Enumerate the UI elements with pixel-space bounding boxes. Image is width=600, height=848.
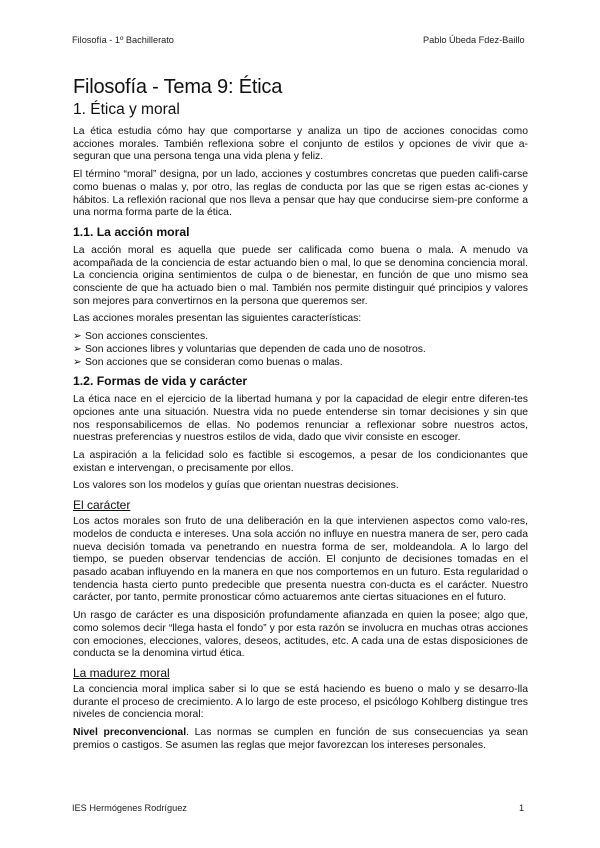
footer-school: IES Hermógenes Rodríguez (72, 803, 187, 813)
list-item (73, 331, 528, 344)
paragraph: La conciencia moral implica saber si lo que se está haciendo es bueno o malo y se desarro-lla durante el proceso de crecimiento. A lo largo de este proceso, el psicólogo Kohlberg distingue tres niveles de conciencia moral: (73, 683, 528, 721)
topic-heading-caracter: El carácter (73, 498, 131, 513)
document-body (73, 76, 528, 757)
section-heading-etica-moral: 1. Ética y moral (73, 101, 180, 118)
paragraph: El término “moral” designa, por un lado, acciones y costumbres concretas que pueden califi-carse como buenas o malas y, por otro, las reglas de conducta por las que se rigen estas ac-ciones y hábitos. La reflexión racional que nos lleva a pensar que hay que conducirse siem-pre conforme a una norma forma parte de la ética. (73, 169, 528, 219)
paragraph: Un rasgo de carácter es una disposición profundamente afianzada en quien la posee; algo que, como solemos decir “llega hasta el fondo” y por esta razón se involucra en muchas otras acciones con emociones, elecciones, valores, deseos, actitudes, etc. A cada una de estas disposiciones de conducta se la denomina virtud ética. (73, 610, 528, 660)
paragraph: La ética nace en el ejercicio de la libertad humana y por la capacidad de elegir entre diferen-tes opciones ante una situación. Nuestra vida no puede entenderse sin tomar decisiones y sin que nos responsabilicemos de ellas. No podemos renunciar a reflexionar sobre nuestros actos, nuestras preferencias y nuestros estilos de vida, dado que vivir consiste en escoger. (73, 394, 528, 444)
list-item-text: Son acciones que se consideran como buenas o malas. (85, 356, 343, 368)
page-number: 1 (519, 803, 525, 813)
list-item (73, 357, 528, 370)
level-label: Nivel preconvencional (73, 727, 187, 739)
list-item-text: Son acciones libres y voluntarias que dependen de cada uno de nosotros. (85, 343, 426, 355)
characteristics-list (73, 331, 528, 369)
subsection-heading-accion-moral: 1.1. La acción moral (73, 224, 190, 239)
paragraph: Las acciones morales presentan las siguientes características: (73, 313, 362, 325)
arrow-bullet-icon: ➢ (73, 331, 82, 343)
list-item-text: Son acciones conscientes. (85, 331, 209, 343)
paragraph-nivel-preconvencional (73, 727, 528, 752)
paragraph: La ética estudia cómo hay que comportarse y analiza un tipo de acciones conocidas como acciones morales. También reflexiona sobre el conjunto de estilos y opciones de vivir que a-seguran que una persona tenga una vida plena y feliz. (73, 126, 528, 163)
list-item (73, 344, 528, 357)
level-description: . Las normas se cumplen en función de sus consecuencias ya sean premios o castigos. Se asumen las reglas que mejor favorezcan los intereses personales. (73, 727, 528, 751)
paragraph: La acción moral es aquella que puede ser calificada como buena o mala. A menudo va acompañada de la conciencia de estar actuando bien o mal, lo que se denomina conciencia moral. La conciencia origina sentimientos de culpa o de bienestar, en función de que uno mismo sea consciente de que ha actuado bien o mal. También nos permite distinguir qué principios y valores son mejores para convertirnos en la persona que queremos ser. (73, 244, 528, 307)
topic-heading-madurez-moral: La madurez moral (73, 665, 170, 680)
page-title: Filosofía - Tema 9: Ética (73, 76, 283, 98)
paragraph: Los valores son los modelos y guías que orientan nuestras decisiones. (73, 480, 399, 492)
header-author: Pablo Úbeda Fdez-Baillo (423, 35, 525, 45)
paragraph: Los actos morales son fruto de una deliberación en la que intervienen aspectos como valo-res, modelos de conducta e intereses. Una sola acción no influye en nuestra manera de ser, pero cada nueva decisión tomada va penetrando en nuestra forma de ser, moldeandola. A lo largo del tiempo, se pueden observar tendencias de acción. El conjunto de decisiones tomadas en el pasado acaban influyendo en la manera en que nos comportemos en un futuro. Esta regularidad o tendencia hasta cierto punto predecible que presenta nuestra con-ducta es el carácter. Nuestro carácter, por tanto, permite pronosticar cómo actuaremos ante ciertas situaciones en el futuro. (73, 516, 528, 604)
arrow-bullet-icon: ➢ (73, 343, 82, 355)
arrow-bullet-icon: ➢ (73, 356, 82, 368)
subsection-heading-formas-vida: 1.2. Formas de vida y carácter (73, 374, 248, 389)
paragraph: La aspiración a la felicidad solo es factible si escogemos, a pesar de los condicionantes que existan e intervengan, o precisamente por ellos. (73, 450, 528, 474)
header-course: Filosofía - 1º Bachillerato (72, 35, 174, 45)
